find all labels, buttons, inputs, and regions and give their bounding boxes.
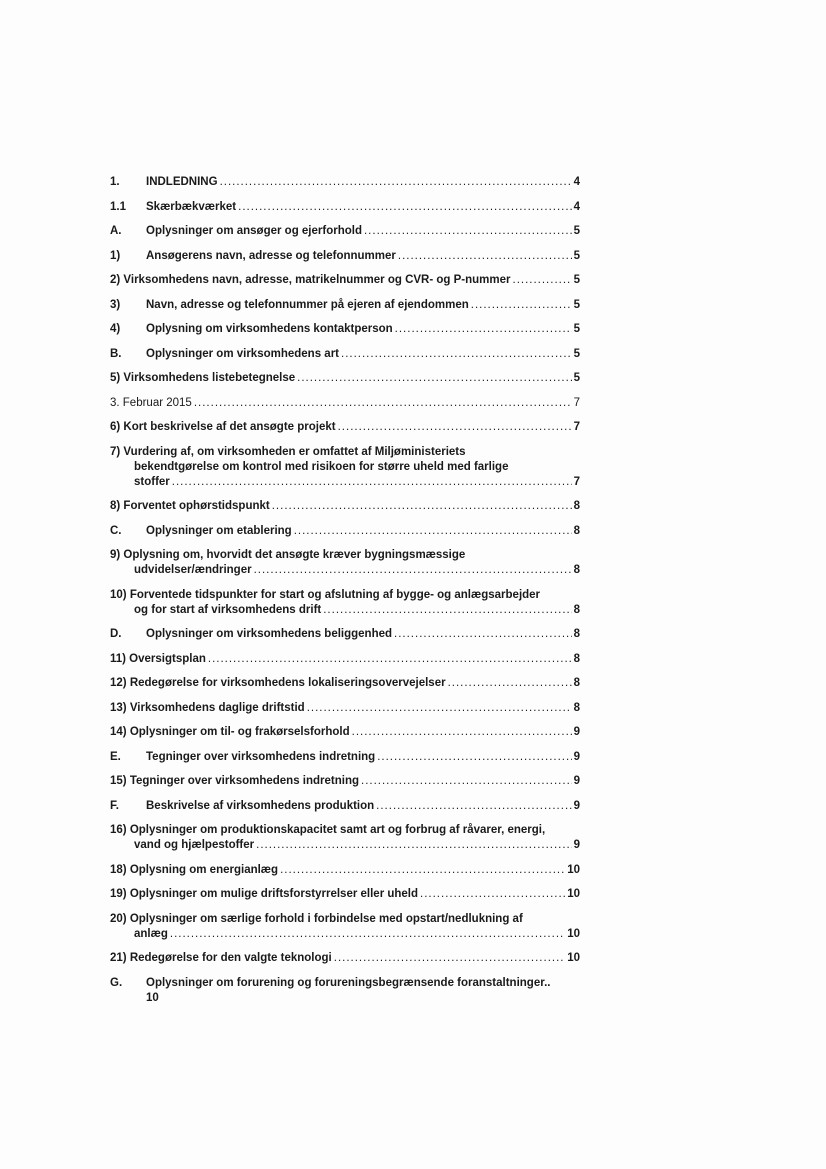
toc-page: 8 [573, 524, 580, 537]
toc-label: Oplysninger om virksomhedens art [146, 347, 340, 360]
leader-dots [420, 887, 565, 902]
toc-label: 8) Forventet ophørstidspunkt [110, 500, 270, 512]
toc-entry[interactable] [110, 774, 580, 789]
leader-dots [272, 499, 572, 514]
toc-entry[interactable] [110, 273, 580, 288]
toc-label: stoffer [134, 475, 170, 488]
toc-page: 10 [567, 952, 580, 964]
toc-page: 8 [573, 652, 580, 665]
toc-entry[interactable] [110, 445, 580, 490]
toc-label: 19) Oplysninger om mulige driftsforstyrrelser eller uheld [110, 888, 419, 900]
toc-page: 5 [573, 347, 580, 360]
toc-label: 15) Tegninger over virksomhedens indretning [110, 775, 360, 787]
toc-entry[interactable] [110, 676, 580, 691]
toc-entry[interactable] [110, 627, 580, 642]
leader-dots [334, 951, 565, 966]
toc-number: G. [110, 976, 123, 989]
toc-label: 18) Oplysning om energianlæg [110, 863, 279, 876]
toc-label: Oplysninger om ansøger og ejerforhold [146, 225, 362, 237]
toc-entry[interactable] [110, 298, 580, 313]
leader-dots [398, 249, 572, 264]
toc-label: Oplysninger om etablering [146, 524, 292, 537]
toc-number: 3) [110, 298, 121, 311]
toc-label-line: 16) Oplysninger om produktionskapacitet samt art og forbrug af råvarer, energi, [110, 824, 546, 836]
toc-page: 5 [573, 225, 580, 237]
toc-label: 12) Redegørelse for virksomhedens lokaliseringsovervejelser [110, 677, 446, 689]
toc-page: 10 [567, 927, 580, 940]
toc-number: C. [110, 524, 122, 537]
toc-entry[interactable] [110, 863, 580, 878]
toc-label-line: 10) Forventede tidspunkter for start og afslutning af bygge- og anlægsarbejder [110, 588, 541, 601]
leader-dots [338, 420, 572, 435]
leader-dots [170, 927, 565, 942]
leader-dots [294, 524, 572, 539]
toc-entry[interactable] [110, 976, 580, 1006]
toc-label: 3. Februar 2015 [110, 396, 192, 409]
toc-entry[interactable] [110, 750, 580, 765]
toc-number: 4) [110, 323, 121, 335]
toc-page: 5 [573, 249, 580, 262]
toc-entry[interactable] [110, 524, 580, 539]
leader-dots [364, 224, 572, 239]
toc-entry[interactable] [110, 371, 580, 386]
toc-label: Navn, adresse og telefonnummer på ejeren af ejendommen [146, 298, 469, 311]
toc-label: Skærbækværket [146, 200, 237, 213]
toc-label: Beskrivelse af virksomhedens produktion [146, 799, 375, 812]
toc-page: 7 [573, 421, 580, 433]
toc-entry[interactable] [110, 249, 580, 264]
toc-label: Ansøgerens navn, adresse og telefonnummer [146, 249, 396, 262]
leader-dots [377, 750, 571, 765]
toc-label: 11) Oversigtsplan [110, 652, 206, 665]
toc-page: 5 [573, 323, 580, 335]
leader-dots [361, 774, 572, 789]
toc-page: 4 [573, 176, 580, 188]
toc-entry[interactable] [110, 725, 580, 740]
leader-dots [376, 799, 571, 814]
toc-entry[interactable] [110, 499, 580, 514]
toc-page: 8 [573, 701, 580, 714]
toc-label: 14) Oplysninger om til- og frakørselsforhold [110, 726, 350, 738]
toc-label: Oplysninger om forurening og forureningsbegrænsende foranstaltninger.. [146, 976, 551, 989]
toc-page: 4 [573, 200, 580, 213]
toc-entry[interactable] [110, 224, 580, 239]
leader-dots [394, 627, 572, 642]
toc-number: A. [110, 225, 122, 237]
toc-number: D. [110, 628, 122, 640]
toc-entry[interactable] [110, 548, 580, 578]
toc-entry[interactable] [110, 951, 580, 966]
toc-label: Tegninger over virksomhedens indretning [146, 750, 376, 763]
leader-dots [352, 725, 572, 740]
toc-entry[interactable] [110, 652, 580, 667]
leader-dots [172, 475, 572, 490]
leader-dots [471, 298, 572, 313]
toc-page: 8 [573, 500, 580, 512]
leader-dots [238, 200, 571, 215]
toc-entry[interactable] [110, 799, 580, 814]
toc-label: 2) Virksomhedens navn, adresse, matrikelnummer og CVR- og P-nummer [110, 274, 511, 286]
toc-number: 1. [110, 176, 120, 188]
leader-dots [323, 603, 571, 618]
toc-label: og for start af virksomhedens drift [134, 603, 322, 616]
leader-dots [448, 676, 572, 691]
toc-number: 1.1 [110, 200, 126, 213]
toc-entry[interactable] [110, 823, 580, 853]
toc-page: 7 [573, 475, 580, 488]
toc-label: 5) Virksomhedens listebetegnelse [110, 372, 296, 384]
leader-dots [297, 371, 571, 386]
toc-page: 5 [573, 298, 580, 311]
toc-label: Oplysning om virksomhedens kontaktperson [146, 323, 393, 335]
toc-label-line: 20) Oplysninger om særlige forhold i forbindelse med opstart/nedlukning af [110, 912, 523, 925]
toc-number: E. [110, 750, 121, 763]
toc-page: 10 [567, 888, 580, 900]
toc-page: 8 [573, 564, 580, 576]
toc-entry[interactable] [110, 912, 580, 942]
leader-dots [307, 701, 572, 716]
toc-label-line: 7) Vurdering af, om virksomheden er omfattet af Miljøministeriets [110, 445, 466, 458]
toc-page: 8 [573, 628, 580, 640]
toc-label: 13) Virksomhedens daglige driftstid [110, 701, 305, 714]
toc-entry[interactable] [110, 347, 580, 362]
toc-page: 9 [573, 775, 580, 787]
toc-entry[interactable] [110, 200, 580, 215]
leader-dots [208, 652, 572, 667]
toc-page: 8 [573, 677, 580, 689]
toc-entry[interactable] [110, 887, 580, 902]
toc-number: B. [110, 347, 122, 360]
leader-dots [256, 838, 571, 853]
leader-dots [513, 273, 572, 288]
toc-number: F. [110, 799, 119, 812]
toc-label: 6) Kort beskrivelse af det ansøgte projekt [110, 421, 336, 433]
leader-dots [395, 322, 572, 337]
leader-dots [194, 396, 572, 411]
toc-entry[interactable] [110, 588, 580, 618]
toc-entry[interactable] [110, 396, 580, 411]
table-of-contents [110, 175, 580, 1015]
toc-label: INDLEDNING [146, 176, 218, 188]
leader-dots [280, 863, 565, 878]
toc-entry[interactable] [110, 420, 580, 435]
toc-entry[interactable] [110, 322, 580, 337]
toc-page: 9 [573, 750, 580, 763]
toc-label-line: 9) Oplysning om, hvorvidt det ansøgte kræver bygningsmæssige [110, 549, 466, 561]
toc-label: udvidelser/ændringer [134, 564, 252, 576]
leader-dots [254, 563, 572, 578]
toc-page: 9 [573, 799, 580, 812]
leader-dots [220, 175, 572, 190]
toc-entry[interactable] [110, 701, 580, 716]
toc-label: vand og hjælpestoffer [134, 839, 255, 851]
toc-page: 10 [146, 991, 159, 1004]
toc-page: 8 [573, 603, 580, 616]
toc-page: 5 [573, 372, 580, 384]
toc-label: 21) Redegørelse for den valgte teknologi [110, 952, 332, 964]
toc-label: Oplysninger om virksomhedens beliggenhed [146, 628, 393, 640]
toc-page: 9 [573, 726, 580, 738]
toc-number: 1) [110, 249, 121, 262]
toc-label: anlæg [134, 927, 168, 940]
toc-page: 9 [573, 839, 580, 851]
toc-page: 5 [573, 274, 580, 286]
leader-dots [341, 347, 572, 362]
toc-page: 10 [567, 863, 580, 876]
toc-label-line: bekendtgørelse om kontrol med risikoen for større uheld med farlige [134, 460, 509, 473]
toc-page: 7 [573, 396, 580, 409]
toc-entry[interactable] [110, 175, 580, 190]
